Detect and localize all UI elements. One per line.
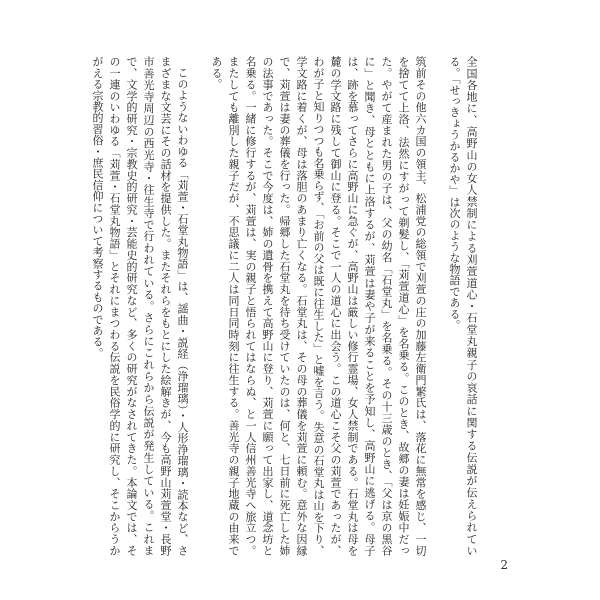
page-number: 2 xyxy=(500,558,508,572)
paragraph-study: このようないわゆる「苅萱・石堂丸物語」は、謡曲・説経（浄瑠璃）・人形浄瑠璃・読本など、さまざまな文芸にその話材を提供した。またそれらをもとにした絵解きが、今も高野山苅萱堂・長野市善光寺周辺の西光寺・往生寺で行われている。さらにこれらから伝説が発生している。これまで、文学的研究・宗教史的研究・芸能史的研究など、多くの研究がなされてきた。本論文では、その一連のいわゆる「苅萱・石堂丸物語」とそれにまつわる伝説を民俗学的に研究し、そこからうかがえる宗教的習俗・庶民信仰について考察するものである。 xyxy=(91,56,189,556)
paragraph-intro: 全国各地に、高野山の女人禁制による刈萱道心・石堂丸親子の哀話に関する伝説が伝えられている。「せっきょうかるかや」は次のような物語である。 xyxy=(448,56,478,556)
paragraph-story: 筑前その他六カ国の領主、松浦党の総領で刈萱の庄の加藤左衛門繁氏は、落花に無常を感じ、一切を捨てて上洛、法然にすがって剃髪し、「苅萱道心」を名乗る。このとき、故郷の妻は妊娠中だった。やがて産まれた男の子は、父の幼名「石堂丸」を名乗る。その十三歳のとき、「父は京の黒谷に」と聞き、母とともに上洛するが、苅萱は妻や子が来ることを予知し、高野山に逃げる。母子は、跡を慕ってさらに高野山に急ぐが、高野山は厳しい修行霊場、女人禁制である。石堂丸は母を麓の学文路に残して御山に登る。そこで一人の道心に出会う。この道心こそ父の苅萱であったが、わが子と知りつつも名乗らず、「お前の父は既に往生した」と嘘を言う。失意の石堂丸は山を下り、学文路に着くが、母は落胆のあまり亡くなる。石堂丸は、その母の葬儀を苅萱に頼む。意外な因縁で、苅萱は妻の葬儀を行った。帰郷した石堂丸を待ち受けていたのは、何と、七日前に死亡した姉の法事であった。そこで今度は、姉の遺骨を携えて高野山に登り、苅萱に願って出家し、道念坊と名乗る。一緒に修行するが、苅萱は、実の親子と悟られてはならぬ、と一人信州善光寺へ旅立つ。またしても離別した親子だが、不思議に二人は同日同時刻に往生する。善光寺の親子地蔵の由来である。 xyxy=(210,56,427,556)
vertical-body-text xyxy=(89,56,480,556)
